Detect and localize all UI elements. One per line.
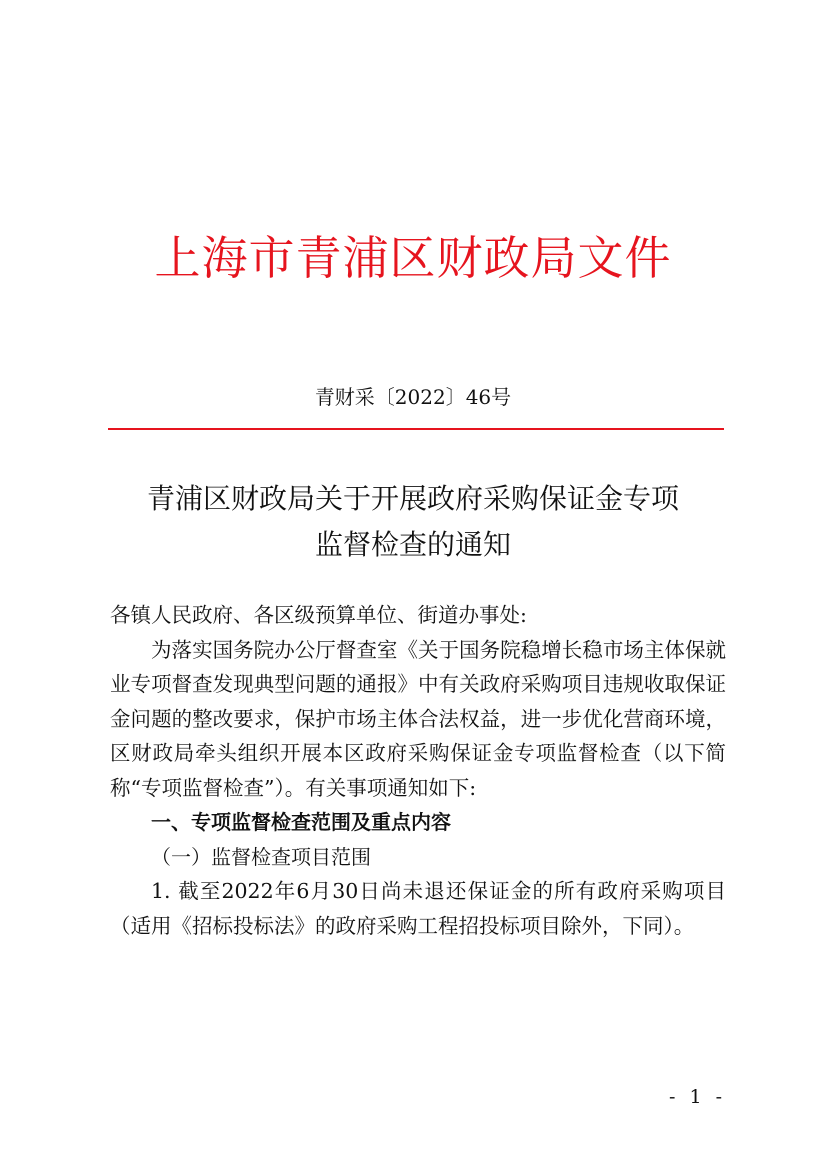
item-paragraph-1: 1. 截至2022年6月30日尚未退还保证金的所有政府采购项目（适用《招标投标法》的政府采购工程招投标项目除外，下同）。	[110, 879, 726, 938]
notice-title-line-1: 青浦区财政局关于开展政府采购保证金专项	[146, 482, 679, 515]
document-number: 青财采〔2022〕46号	[314, 385, 512, 409]
salutation: 各镇人民政府、各区级预算单位、街道办事处:	[110, 603, 527, 627]
notice-title	[0, 476, 826, 568]
subsection-heading-1: （一）监督检查项目范围	[151, 844, 371, 869]
page-number: - 1 -	[668, 1086, 726, 1108]
intro-paragraph: 为落实国务院办公厅督查室《关于国务院稳增长稳市场主体保就业专项督查发现典型问题的通报》中有关政府采购项目违规收取保证金问题的整改要求，保护市场主体合法权益，进一步优化营商环境，区财政局牵头组织开展本区政府采购保证金专项监督检查（以下简称“专项监督检查”）。有关事项通知如下:	[110, 637, 726, 800]
document-body	[110, 598, 726, 943]
document-header-title: 上海市青浦区财政局文件	[154, 231, 672, 285]
section-heading-1: 一、专项监督检查范围及重点内容	[151, 810, 451, 834]
notice-title-line-2: 监督检查的通知	[314, 528, 511, 561]
red-divider-line	[108, 428, 724, 430]
